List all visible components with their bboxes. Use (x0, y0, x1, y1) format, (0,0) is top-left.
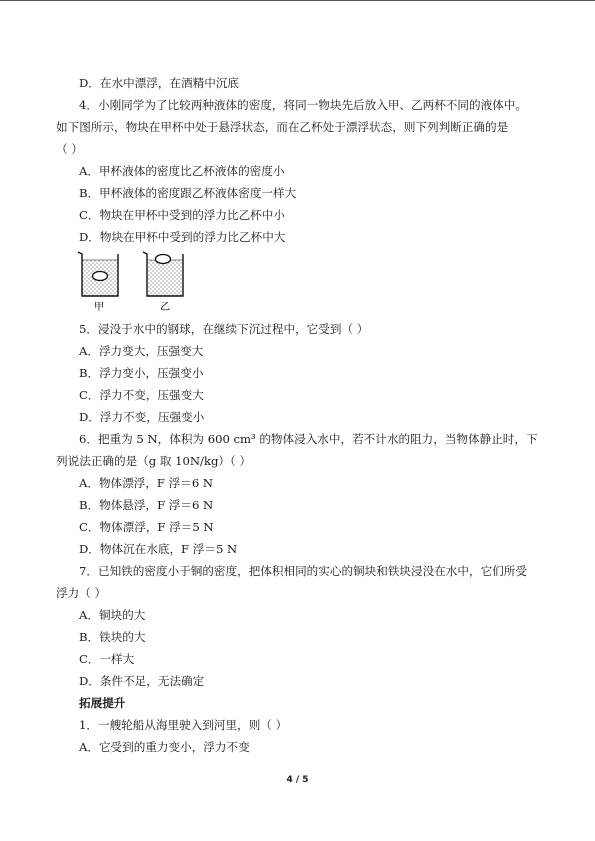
block-suspended (93, 272, 108, 281)
q4-option-a: A．甲杯液体的密度比乙杯液体的密度小 (79, 164, 285, 178)
q4-option-b: B．甲杯液体的密度跟乙杯液体密度一样大 (79, 186, 297, 200)
q6-option-d: D．物体沉在水底，F 浮＝5 N (79, 542, 238, 556)
question-6-line-1: 6．把重为 5 N，体积为 600 cm³ 的物体浸入水中，若不计水的阻力，当物体静止时，下 (79, 432, 538, 446)
q5-option-a: A．浮力变大，压强变大 (79, 344, 204, 358)
question-6-line-2: 列说法正确的是（g 取 10N/kg）（ ） (56, 454, 252, 468)
question-4-line-2: 如下图所示，物块在甲杯中处于悬浮状态，而在乙杯处于漂浮状态，则下列判断正确的是 (56, 120, 509, 134)
q4-option-d: D．物块在甲杯中受到的浮力比乙杯中大 (79, 230, 286, 244)
q7-option-b: B．铁块的大 (79, 630, 146, 644)
beaker-yi (143, 252, 183, 296)
beaker-figure (76, 250, 544, 310)
q5-option-c: C．浮力不变，压强变大 (79, 388, 204, 402)
q6-option-c: C．物体漂浮，F 浮＝5 N (79, 520, 214, 534)
q5-option-b: B．浮力变小，压强变小 (79, 366, 204, 380)
question-7-line-1: 7．已知铁的密度小于铜的密度，把体积相同的实心的铜块和铁块浸没在水中，它们所受 (79, 564, 527, 578)
beaker-diagram (76, 250, 216, 312)
q6-option-a: A．物体漂浮，F 浮＝6 N (79, 476, 214, 490)
question-4-line-1: 4．小刚同学为了比较两种液体的密度，将同一物块先后放入甲、乙两杯不同的液体中。 (79, 98, 527, 112)
e1-option-a: A．它受到的重力变小，浮力不变 (79, 740, 250, 754)
question-7-line-2: 浮力（ ） (56, 586, 107, 600)
label-jia: 甲 (94, 302, 104, 312)
q6-option-b: B．物体悬浮，F 浮＝6 N (79, 498, 214, 512)
extension-question-1: 1．一艘轮船从海里驶入到河里，则（ ） (79, 718, 288, 732)
block-floating (156, 255, 171, 264)
page-content (56, 72, 544, 758)
q7-option-a: A．铜块的大 (79, 608, 146, 622)
q7-option-d: D．条件不足，无法确定 (79, 674, 205, 688)
question-4-line-3: （ ） (56, 142, 83, 156)
section-heading: 拓展提升 (79, 696, 126, 710)
q4-option-c: C．物块在甲杯中受到的浮力比乙杯中小 (79, 208, 285, 222)
q5-option-d: D．浮力不变，压强变小 (79, 410, 205, 424)
header-rule (0, 0, 595, 1)
question-5: 5．浸没于水中的钢球，在继续下沉过程中，它受到（ ） (79, 322, 369, 336)
page-number: 4 / 5 (286, 775, 309, 785)
beaker-jia (78, 252, 118, 296)
label-yi: 乙 (160, 302, 170, 312)
q7-option-c: C．一样大 (79, 652, 135, 666)
option-line: D．在水中漂浮，在酒精中沉底 (79, 76, 240, 90)
